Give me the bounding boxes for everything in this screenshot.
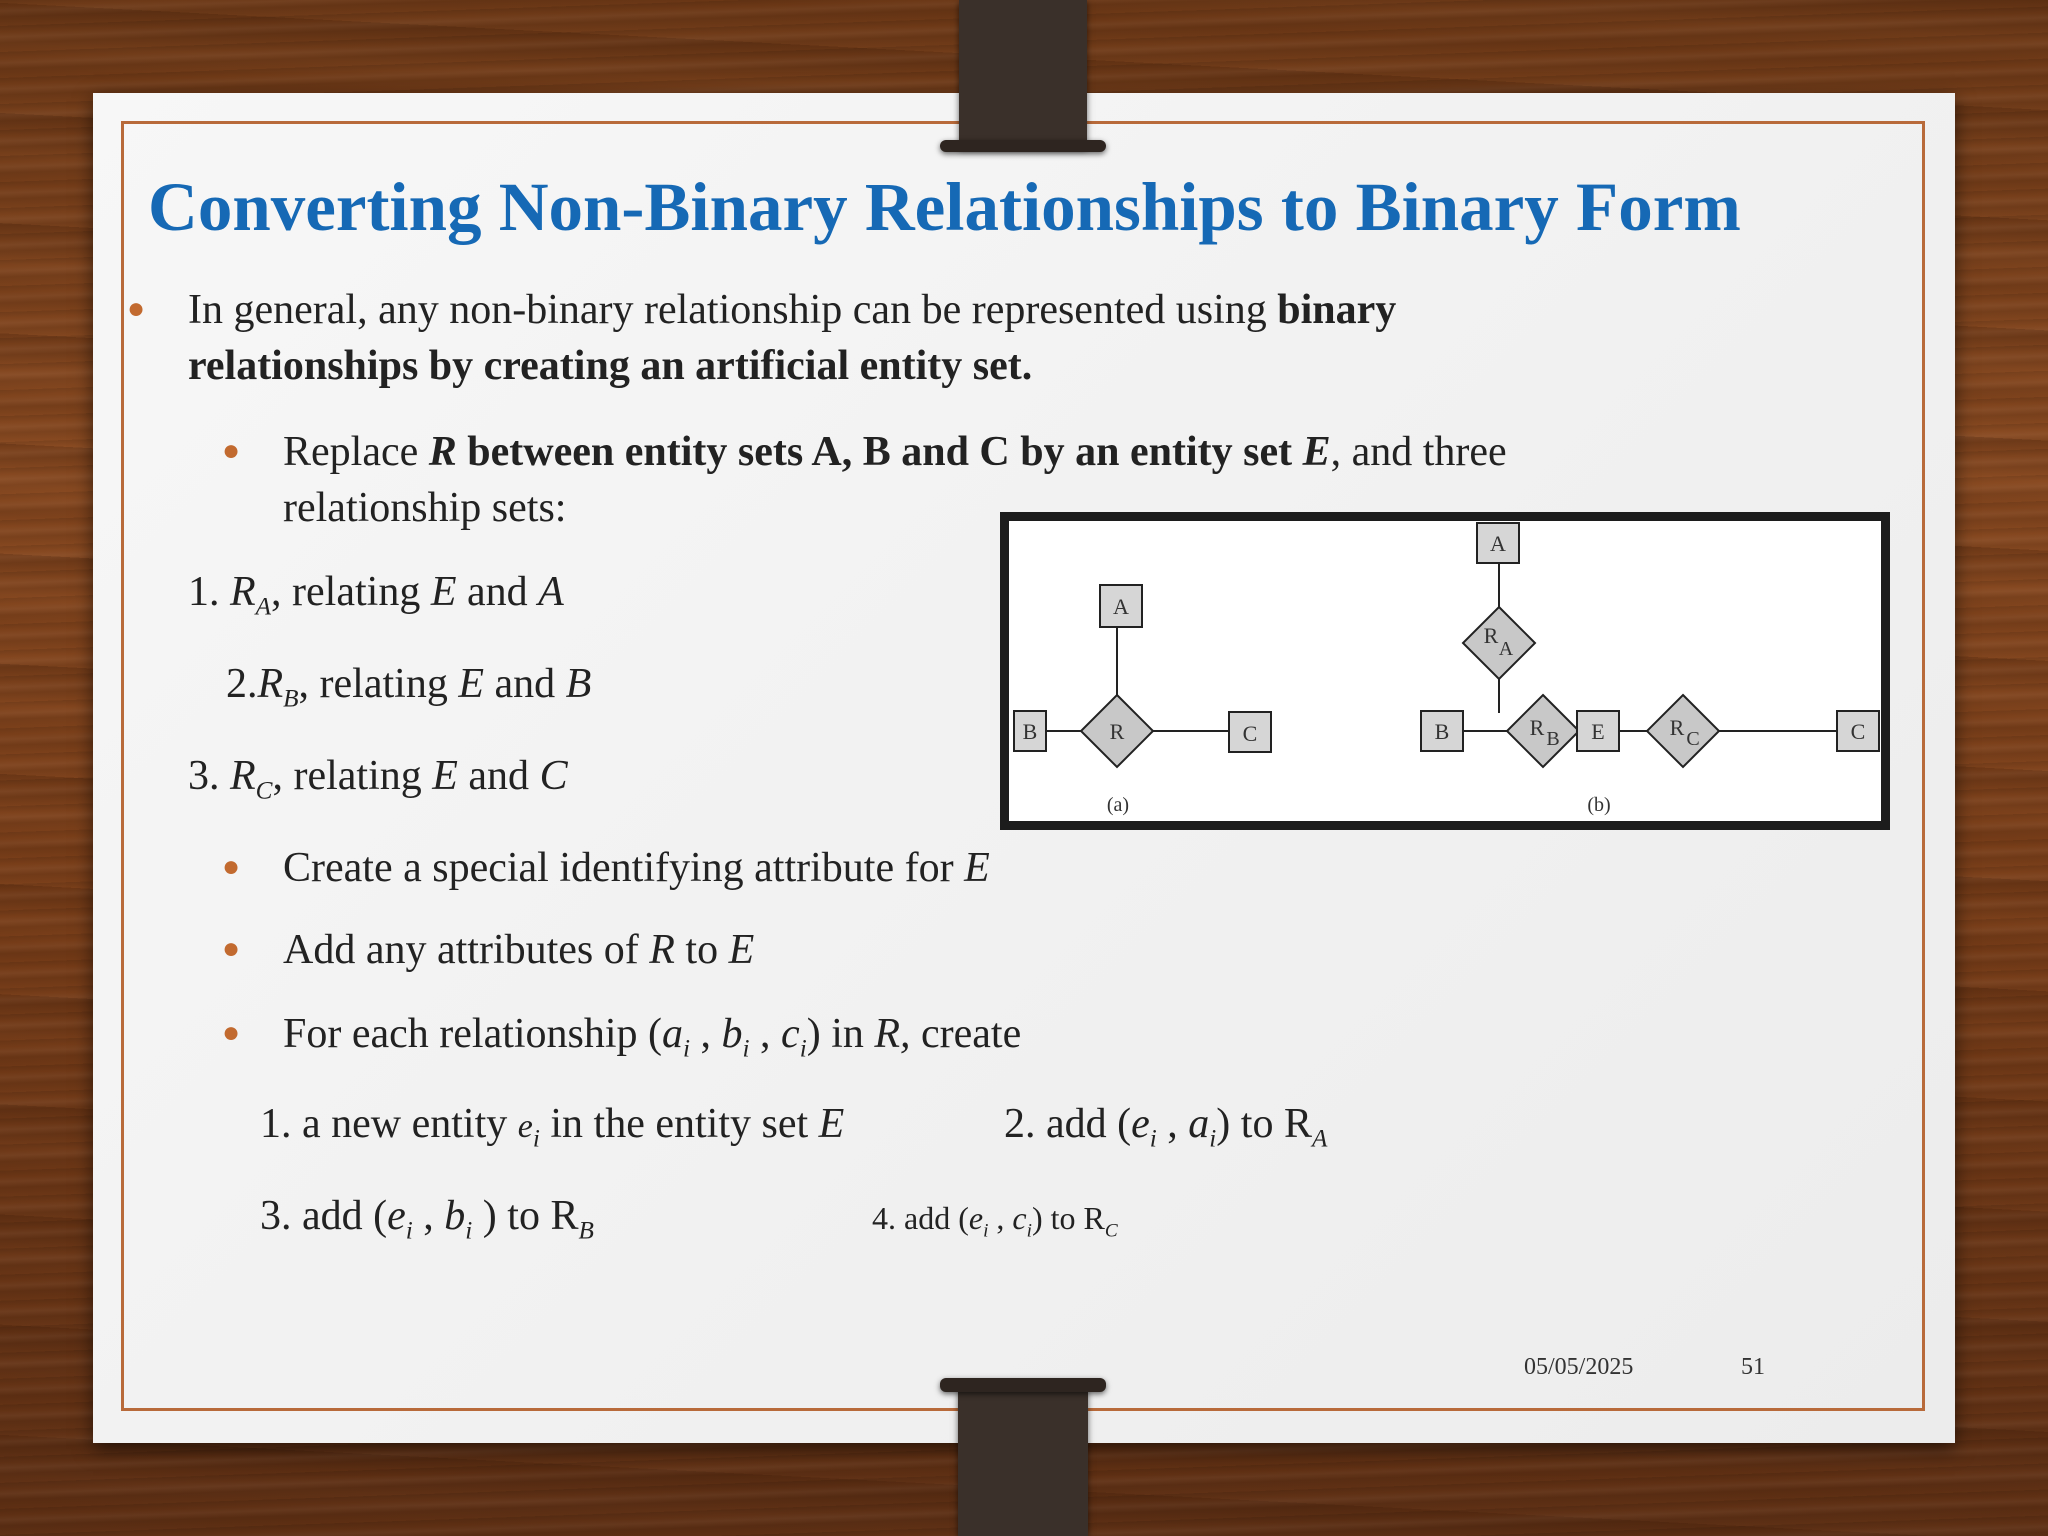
step-2 bbox=[1004, 1100, 1327, 1153]
step-c: c bbox=[1012, 1200, 1027, 1236]
item-r: R bbox=[230, 753, 256, 799]
item-e: E bbox=[458, 661, 484, 707]
bullet-dot: ● bbox=[127, 292, 146, 325]
entity-b-b bbox=[1421, 711, 1463, 751]
b5-b: b bbox=[721, 1011, 743, 1057]
footer-page-number: 51 bbox=[1741, 1354, 1765, 1380]
item-r: R bbox=[230, 569, 256, 615]
relationship-label: R bbox=[1669, 715, 1685, 740]
item-e: E bbox=[430, 569, 457, 615]
step-sub: i bbox=[465, 1217, 473, 1245]
bottom-clip bbox=[958, 1388, 1088, 1536]
entity-label: A bbox=[1490, 531, 1506, 556]
step-close: ) to R bbox=[1031, 1200, 1105, 1236]
er-diagram bbox=[1000, 512, 1890, 830]
step-4 bbox=[872, 1200, 1118, 1242]
step-comma: , bbox=[1156, 1101, 1189, 1147]
step-b: b bbox=[444, 1193, 466, 1239]
step-rsub: C bbox=[1104, 1220, 1118, 1242]
b5-c: c bbox=[781, 1011, 800, 1057]
entity-label: A bbox=[1113, 594, 1129, 619]
bullet4-e: E bbox=[728, 927, 755, 973]
item-num: 3. bbox=[188, 753, 230, 799]
bullet-dot: ● bbox=[222, 850, 241, 883]
b5-create: create bbox=[910, 1011, 1022, 1057]
footer-date: 05/05/2025 bbox=[1524, 1354, 1634, 1380]
item-num: 1. bbox=[188, 569, 230, 615]
item-x: B bbox=[565, 661, 592, 707]
entity-b-a bbox=[1014, 711, 1046, 751]
bullet2-tail: , and three bbox=[1330, 429, 1507, 475]
relationship-r-a bbox=[1081, 695, 1153, 767]
step-sub: i bbox=[983, 1220, 989, 1242]
bullet2-mid: between entity sets A, B and C by an entity set bbox=[456, 429, 1303, 475]
bullet4 bbox=[283, 926, 754, 974]
bullet2-r: R bbox=[428, 429, 457, 475]
item-sub: A bbox=[255, 593, 272, 621]
bullet1-bold: binary bbox=[1277, 287, 1397, 333]
b5-close: ) in bbox=[806, 1011, 875, 1057]
step-rsub: A bbox=[1311, 1125, 1328, 1153]
entity-c-a bbox=[1229, 712, 1271, 752]
relationship-sub: A bbox=[1498, 638, 1514, 660]
step-e: e bbox=[968, 1200, 984, 1236]
b5-r: R, bbox=[874, 1011, 911, 1057]
step-e: e bbox=[517, 1108, 533, 1145]
relationship-rc bbox=[1647, 695, 1719, 767]
relationship-ra bbox=[1463, 607, 1535, 679]
bottom-clip-bar bbox=[940, 1378, 1106, 1392]
step-1 bbox=[260, 1100, 844, 1153]
item-sub: B bbox=[283, 685, 299, 713]
item-x: A bbox=[538, 569, 564, 615]
b5-comma: , bbox=[749, 1011, 782, 1057]
item-mid: , relating bbox=[271, 569, 431, 615]
item-3 bbox=[188, 752, 568, 805]
bullet2-replace: Replace bbox=[283, 429, 429, 475]
relationship-label: R bbox=[1483, 623, 1499, 648]
item-mid: , relating bbox=[272, 753, 433, 799]
b5-sub: i bbox=[683, 1035, 691, 1063]
step-close: ) to R bbox=[1216, 1101, 1312, 1147]
slide-title: Converting Non-Binary Relationships to Binary Form bbox=[148, 169, 1741, 245]
step-sub: i bbox=[1026, 1220, 1032, 1242]
b5-sub: i bbox=[799, 1035, 807, 1063]
item-num: 2. bbox=[226, 661, 258, 707]
bullet-dot: ● bbox=[222, 434, 241, 467]
entity-a-a bbox=[1100, 585, 1142, 627]
diagram-caption-b: (b) bbox=[1587, 794, 1611, 816]
bullet2-line1 bbox=[283, 428, 1507, 476]
item-1 bbox=[188, 568, 564, 621]
bullet-dot: ● bbox=[222, 932, 241, 965]
entity-label: E bbox=[1591, 719, 1605, 744]
step-text: 4. add ( bbox=[872, 1200, 969, 1236]
b5-sub: i bbox=[742, 1035, 750, 1063]
item-and: and bbox=[457, 753, 540, 799]
relationship-label: R bbox=[1109, 719, 1125, 744]
item-2 bbox=[226, 660, 591, 713]
diagram-caption-a: (a) bbox=[1106, 794, 1130, 816]
bullet1-text: In general, any non-binary relationship can be represented using bbox=[188, 287, 1278, 333]
b5-comma: , bbox=[690, 1011, 722, 1057]
entity-label: B bbox=[1434, 719, 1450, 744]
bullet4-to: to bbox=[674, 927, 729, 973]
item-r: R bbox=[257, 661, 284, 707]
step-text: 3. add ( bbox=[260, 1193, 388, 1239]
entity-label: C bbox=[1850, 719, 1866, 744]
entity-e bbox=[1577, 711, 1619, 751]
step-3 bbox=[260, 1192, 594, 1245]
step-comma: , bbox=[988, 1200, 1013, 1236]
bullet4-r: R bbox=[649, 927, 675, 973]
step-a: a bbox=[1188, 1101, 1210, 1147]
item-and: and bbox=[456, 569, 539, 615]
step-sub: i bbox=[405, 1217, 413, 1245]
bullet3-e: E bbox=[964, 845, 990, 891]
bullet1-line1 bbox=[188, 286, 1396, 334]
step-comma: , bbox=[412, 1193, 445, 1239]
step-text: 1. a new entity bbox=[260, 1101, 518, 1147]
top-clip-bar bbox=[940, 140, 1106, 152]
step-rsub: B bbox=[578, 1217, 594, 1245]
bullet3-text: Create a special identifying attribute for bbox=[283, 845, 965, 891]
item-and: and bbox=[483, 661, 566, 707]
entity-label: B bbox=[1022, 719, 1038, 744]
bullet5 bbox=[283, 1010, 1021, 1063]
item-mid: , relating bbox=[298, 661, 459, 707]
bullet2-e: E bbox=[1302, 429, 1331, 475]
step-sub: i bbox=[532, 1125, 540, 1153]
relationship-sub: C bbox=[1686, 728, 1700, 750]
bullet1-line2: relationships by creating an artificial entity set. bbox=[188, 343, 1033, 389]
step-sub: i bbox=[1209, 1125, 1217, 1153]
step-E: E bbox=[818, 1101, 845, 1147]
item-e: E bbox=[432, 753, 458, 799]
entity-label: C bbox=[1242, 721, 1258, 746]
bullet3 bbox=[283, 844, 990, 892]
top-clip bbox=[959, 0, 1087, 148]
item-x: C bbox=[539, 753, 568, 799]
bullet-dot: ● bbox=[222, 1016, 241, 1049]
step-text: 2. add ( bbox=[1004, 1101, 1132, 1147]
entity-c-b bbox=[1837, 711, 1879, 751]
relationship-label: R bbox=[1529, 715, 1545, 740]
bullet4-text: Add any attributes of bbox=[283, 927, 650, 973]
item-sub: C bbox=[255, 777, 273, 805]
step-close: ) to R bbox=[472, 1193, 579, 1239]
entity-a-b bbox=[1477, 523, 1519, 563]
b5-a: a bbox=[662, 1011, 684, 1057]
bullet2-line2: relationship sets: bbox=[283, 485, 567, 531]
relationship-rb bbox=[1507, 695, 1579, 767]
bullet5-text: For each relationship ( bbox=[283, 1011, 663, 1057]
step-e: e bbox=[387, 1193, 406, 1239]
step-rest: in the entity set bbox=[539, 1101, 819, 1147]
er-diagram-svg bbox=[1009, 521, 1881, 821]
step-sub: i bbox=[1149, 1125, 1157, 1153]
relationship-sub: B bbox=[1546, 728, 1560, 750]
step-e: e bbox=[1131, 1101, 1150, 1147]
